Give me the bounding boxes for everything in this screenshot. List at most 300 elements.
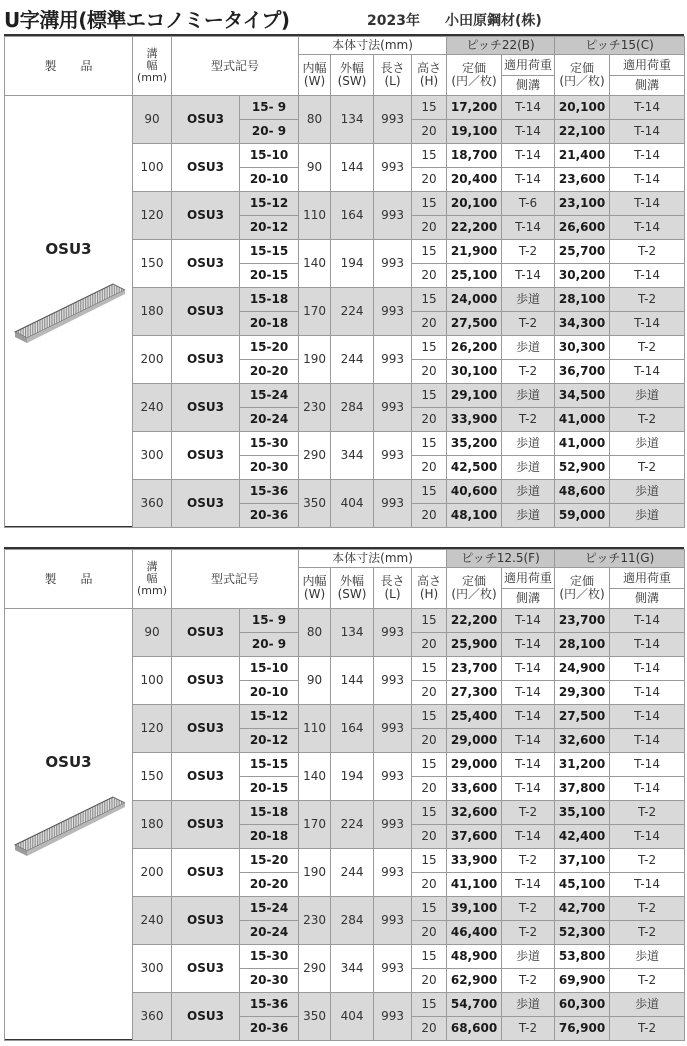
body-height: 20	[412, 969, 447, 993]
body-length: 993	[374, 192, 412, 240]
header-inner-width-label: 内幅	[302, 574, 327, 589]
load-a: T-14	[502, 168, 555, 192]
load-b: T-14	[610, 120, 685, 144]
load-b: 歩道	[610, 945, 685, 969]
body-height: 15	[412, 705, 447, 729]
header-pitch-a: ピッチ22(B)	[447, 37, 555, 55]
body-height: 15	[412, 240, 447, 264]
model-code: 15-18	[240, 801, 299, 825]
groove-width: 90	[133, 96, 172, 144]
load-a: T-6	[502, 192, 555, 216]
load-b: T-14	[610, 312, 685, 336]
header-height-symbol: (H)	[419, 74, 439, 88]
groove-width: 360	[133, 993, 172, 1041]
header-price-label: 定価	[570, 61, 595, 76]
groove-width: 180	[133, 801, 172, 849]
model-series: OSU3	[172, 609, 240, 657]
header-load-a	[502, 568, 555, 609]
price-a: 18,700	[447, 144, 502, 168]
model-series: OSU3	[172, 336, 240, 384]
load-a: 歩道	[502, 336, 555, 360]
header-price-b	[555, 568, 610, 609]
load-a: T-14	[502, 216, 555, 240]
price-b: 23,700	[555, 609, 610, 633]
price-a: 20,400	[447, 168, 502, 192]
header-load-b	[610, 55, 685, 96]
body-height: 20	[412, 777, 447, 801]
load-b: T-14	[610, 873, 685, 897]
inner-width: 110	[299, 705, 331, 753]
price-a: 27,300	[447, 681, 502, 705]
price-table-section-1	[4, 34, 684, 528]
body-height: 15	[412, 753, 447, 777]
model-series: OSU3	[172, 480, 240, 528]
price-b: 26,600	[555, 216, 610, 240]
header-length-symbol: (L)	[384, 74, 401, 88]
header-side-groove: 側溝	[516, 590, 541, 605]
header-price-label: 定価	[462, 574, 487, 589]
header-groove-width-label: 溝幅	[146, 47, 158, 72]
body-height: 15	[412, 849, 447, 873]
price-a: 54,700	[447, 993, 502, 1017]
price-b: 28,100	[555, 288, 610, 312]
load-a: T-14	[502, 753, 555, 777]
model-series: OSU3	[172, 993, 240, 1041]
groove-width: 150	[133, 753, 172, 801]
groove-width: 120	[133, 705, 172, 753]
price-b: 34,500	[555, 384, 610, 408]
load-a: T-2	[502, 849, 555, 873]
header-inner-width	[299, 568, 331, 609]
load-b: T-14	[610, 753, 685, 777]
grating-illustration	[13, 274, 125, 346]
model-series: OSU3	[172, 288, 240, 336]
product-name: OSU3	[45, 753, 92, 771]
load-a: T-2	[502, 969, 555, 993]
body-height: 20	[412, 264, 447, 288]
body-height: 20	[412, 456, 447, 480]
body-length: 993	[374, 480, 412, 528]
body-height: 20	[412, 360, 447, 384]
load-a: T-14	[502, 873, 555, 897]
header-load-label: 適用荷重	[502, 569, 554, 589]
product-cell	[5, 96, 133, 528]
price-b: 45,100	[555, 873, 610, 897]
load-a: 歩道	[502, 480, 555, 504]
groove-width: 200	[133, 849, 172, 897]
product-cell	[5, 609, 133, 1041]
grating-illustration	[13, 787, 125, 859]
price-a: 19,100	[447, 120, 502, 144]
header-product: 製 品	[5, 550, 133, 609]
header-pitch-a: ピッチ12.5(F)	[447, 550, 555, 568]
price-a: 33,600	[447, 777, 502, 801]
header-price-a	[447, 568, 502, 609]
load-a: T-14	[502, 729, 555, 753]
outer-width: 144	[331, 657, 374, 705]
load-b: T-14	[610, 705, 685, 729]
price-a: 30,100	[447, 360, 502, 384]
inner-width: 170	[299, 288, 331, 336]
body-length: 993	[374, 432, 412, 480]
body-height: 20	[412, 1017, 447, 1041]
price-b: 29,300	[555, 681, 610, 705]
model-series: OSU3	[172, 96, 240, 144]
inner-width: 90	[299, 657, 331, 705]
outer-width: 194	[331, 240, 374, 288]
load-a: T-14	[502, 825, 555, 849]
model-code: 20-10	[240, 681, 299, 705]
model-code: 20-24	[240, 921, 299, 945]
body-height: 15	[412, 801, 447, 825]
price-b: 69,900	[555, 969, 610, 993]
price-b: 24,900	[555, 657, 610, 681]
header-price-a	[447, 55, 502, 96]
model-code: 15-15	[240, 753, 299, 777]
body-length: 993	[374, 240, 412, 288]
header-height-symbol: (H)	[419, 587, 439, 601]
body-height: 15	[412, 384, 447, 408]
load-a: T-2	[502, 312, 555, 336]
price-a: 33,900	[447, 849, 502, 873]
header-inner-width-symbol: (W)	[303, 587, 326, 601]
model-series: OSU3	[172, 144, 240, 192]
load-b: T-2	[610, 408, 685, 432]
header-side-groove: 側溝	[635, 77, 660, 92]
load-b: T-14	[610, 633, 685, 657]
load-b: T-14	[610, 681, 685, 705]
price-a: 20,100	[447, 192, 502, 216]
outer-width: 224	[331, 288, 374, 336]
groove-width: 200	[133, 336, 172, 384]
price-b: 22,100	[555, 120, 610, 144]
groove-width: 300	[133, 945, 172, 993]
load-b: 歩道	[610, 480, 685, 504]
table-row	[5, 96, 685, 120]
load-a: T-14	[502, 705, 555, 729]
model-code: 20-18	[240, 825, 299, 849]
header-outer-width-label: 外幅	[340, 574, 365, 589]
header-height	[412, 568, 447, 609]
price-a: 27,500	[447, 312, 502, 336]
load-b: 歩道	[610, 384, 685, 408]
body-length: 993	[374, 993, 412, 1041]
header-load-label: 適用荷重	[502, 56, 554, 76]
header-price-label: 定価	[570, 574, 595, 589]
price-a: 32,600	[447, 801, 502, 825]
inner-width: 80	[299, 96, 331, 144]
header-height-label: 高さ	[417, 574, 442, 589]
grating-image	[13, 787, 125, 862]
header-outer-width-symbol: (SW)	[337, 587, 367, 601]
load-a: T-14	[502, 120, 555, 144]
outer-width: 404	[331, 993, 374, 1041]
body-height: 20	[412, 216, 447, 240]
header-groove-width-unit: (mm)	[136, 584, 167, 598]
header-price-unit: (円／枚)	[559, 74, 605, 88]
body-height: 20	[412, 825, 447, 849]
load-a: 歩道	[502, 288, 555, 312]
header-length-label: 長さ	[380, 61, 405, 76]
load-a: T-2	[502, 240, 555, 264]
inner-width: 90	[299, 144, 331, 192]
price-b: 23,600	[555, 168, 610, 192]
header-length	[374, 568, 412, 609]
load-a: T-14	[502, 144, 555, 168]
model-series: OSU3	[172, 753, 240, 801]
model-series: OSU3	[172, 849, 240, 897]
model-code: 20-24	[240, 408, 299, 432]
inner-width: 170	[299, 801, 331, 849]
header-height-label: 高さ	[417, 61, 442, 76]
body-height: 15	[412, 288, 447, 312]
model-series: OSU3	[172, 384, 240, 432]
load-b: T-14	[610, 168, 685, 192]
body-height: 20	[412, 120, 447, 144]
model-code: 15-12	[240, 705, 299, 729]
groove-width: 360	[133, 480, 172, 528]
model-code: 20-15	[240, 264, 299, 288]
groove-width: 180	[133, 288, 172, 336]
outer-width: 284	[331, 897, 374, 945]
header-price-unit: (円／枚)	[451, 587, 497, 601]
outer-width: 144	[331, 144, 374, 192]
body-length: 993	[374, 336, 412, 384]
load-a: T-14	[502, 264, 555, 288]
price-b: 59,000	[555, 504, 610, 528]
body-height: 20	[412, 681, 447, 705]
price-b: 53,800	[555, 945, 610, 969]
load-b: T-14	[610, 264, 685, 288]
body-height: 20	[412, 729, 447, 753]
model-code: 15-24	[240, 384, 299, 408]
price-year: 2023年	[367, 13, 420, 29]
price-b: 32,600	[555, 729, 610, 753]
load-b: T-2	[610, 240, 685, 264]
price-b: 76,900	[555, 1017, 610, 1041]
load-a: T-2	[502, 801, 555, 825]
load-a: T-14	[502, 96, 555, 120]
header-pitch-b: ピッチ15(C)	[555, 37, 685, 55]
model-series: OSU3	[172, 432, 240, 480]
header-model-code: 型式記号	[172, 37, 299, 96]
load-a: 歩道	[502, 432, 555, 456]
price-b: 31,200	[555, 753, 610, 777]
groove-width: 120	[133, 192, 172, 240]
load-b: T-2	[610, 801, 685, 825]
model-series: OSU3	[172, 705, 240, 753]
outer-width: 284	[331, 384, 374, 432]
load-b: T-2	[610, 921, 685, 945]
inner-width: 230	[299, 384, 331, 432]
outer-width: 134	[331, 96, 374, 144]
load-a: 歩道	[502, 384, 555, 408]
load-a: 歩道	[502, 945, 555, 969]
groove-width: 240	[133, 384, 172, 432]
price-b: 27,500	[555, 705, 610, 729]
header-inner-width	[299, 55, 331, 96]
price-a: 41,100	[447, 873, 502, 897]
model-series: OSU3	[172, 192, 240, 240]
load-a: T-2	[502, 1017, 555, 1041]
load-b: 歩道	[610, 432, 685, 456]
model-code: 15-36	[240, 993, 299, 1017]
inner-width: 190	[299, 336, 331, 384]
header-length	[374, 55, 412, 96]
price-a: 48,900	[447, 945, 502, 969]
load-a: T-14	[502, 657, 555, 681]
load-a: T-2	[502, 897, 555, 921]
header-pitch-b: ピッチ11(G)	[555, 550, 685, 568]
model-code: 20-12	[240, 729, 299, 753]
body-length: 993	[374, 753, 412, 801]
model-code: 15-30	[240, 432, 299, 456]
load-a: 歩道	[502, 456, 555, 480]
body-height: 15	[412, 993, 447, 1017]
load-b: T-2	[610, 1017, 685, 1041]
groove-width: 100	[133, 144, 172, 192]
header-groove-width	[133, 550, 172, 609]
header-length-symbol: (L)	[384, 587, 401, 601]
body-height: 15	[412, 144, 447, 168]
header-price-unit: (円／枚)	[451, 74, 497, 88]
price-b: 21,400	[555, 144, 610, 168]
price-b: 52,900	[555, 456, 610, 480]
model-code: 15-10	[240, 144, 299, 168]
price-a: 39,100	[447, 897, 502, 921]
model-code: 15-18	[240, 288, 299, 312]
load-b: T-14	[610, 216, 685, 240]
inner-width: 230	[299, 897, 331, 945]
body-height: 15	[412, 657, 447, 681]
price-a: 40,600	[447, 480, 502, 504]
load-b: 歩道	[610, 504, 685, 528]
header-side-groove: 側溝	[635, 590, 660, 605]
model-code: 15-24	[240, 897, 299, 921]
load-b: T-2	[610, 336, 685, 360]
price-b: 30,200	[555, 264, 610, 288]
price-a: 35,200	[447, 432, 502, 456]
price-a: 22,200	[447, 216, 502, 240]
product-name: OSU3	[45, 240, 92, 258]
inner-width: 140	[299, 753, 331, 801]
page-header	[0, 0, 687, 34]
load-b: T-14	[610, 825, 685, 849]
table-row	[5, 609, 685, 633]
price-a: 23,700	[447, 657, 502, 681]
price-table	[4, 36, 685, 528]
model-code: 15- 9	[240, 609, 299, 633]
price-a: 42,500	[447, 456, 502, 480]
price-b: 34,300	[555, 312, 610, 336]
load-a: T-2	[502, 408, 555, 432]
header-outer-width	[331, 568, 374, 609]
outer-width: 404	[331, 480, 374, 528]
price-a: 33,900	[447, 408, 502, 432]
body-height: 15	[412, 432, 447, 456]
header-load-b	[610, 568, 685, 609]
price-table	[4, 549, 685, 1041]
outer-width: 164	[331, 192, 374, 240]
inner-width: 350	[299, 480, 331, 528]
header-length-label: 長さ	[380, 574, 405, 589]
model-series: OSU3	[172, 240, 240, 288]
outer-width: 134	[331, 609, 374, 657]
load-a: T-14	[502, 633, 555, 657]
model-code: 20-30	[240, 456, 299, 480]
price-b: 25,700	[555, 240, 610, 264]
header-groove-width	[133, 37, 172, 96]
load-b: T-2	[610, 288, 685, 312]
load-a: T-14	[502, 777, 555, 801]
body-length: 993	[374, 849, 412, 897]
load-b: T-2	[610, 849, 685, 873]
header-outer-width	[331, 55, 374, 96]
outer-width: 224	[331, 801, 374, 849]
price-b: 42,400	[555, 825, 610, 849]
body-height: 15	[412, 897, 447, 921]
header-body-dims: 本体寸法(mm)	[299, 550, 447, 568]
model-code: 20-20	[240, 873, 299, 897]
price-a: 26,200	[447, 336, 502, 360]
model-series: OSU3	[172, 801, 240, 849]
model-code: 20-30	[240, 969, 299, 993]
outer-width: 244	[331, 336, 374, 384]
header-load-label: 適用荷重	[610, 56, 684, 76]
outer-width: 194	[331, 753, 374, 801]
groove-width: 300	[133, 432, 172, 480]
price-b: 20,100	[555, 96, 610, 120]
groove-width: 100	[133, 657, 172, 705]
price-a: 46,400	[447, 921, 502, 945]
header-product: 製 品	[5, 37, 133, 96]
load-a: T-2	[502, 360, 555, 384]
model-code: 15-15	[240, 240, 299, 264]
body-length: 993	[374, 705, 412, 753]
body-height: 20	[412, 504, 447, 528]
header-price-unit: (円／枚)	[559, 587, 605, 601]
body-length: 993	[374, 945, 412, 993]
body-height: 20	[412, 408, 447, 432]
model-code: 20-20	[240, 360, 299, 384]
price-a: 62,900	[447, 969, 502, 993]
model-code: 15-20	[240, 336, 299, 360]
price-a: 22,200	[447, 609, 502, 633]
header-price-b	[555, 55, 610, 96]
inner-width: 140	[299, 240, 331, 288]
load-b: T-14	[610, 144, 685, 168]
price-b: 52,300	[555, 921, 610, 945]
load-b: T-2	[610, 897, 685, 921]
header-side-groove: 側溝	[516, 77, 541, 92]
model-code: 15-36	[240, 480, 299, 504]
load-a: T-14	[502, 609, 555, 633]
header-inner-width-label: 内幅	[302, 61, 327, 76]
price-b: 42,700	[555, 897, 610, 921]
outer-width: 344	[331, 945, 374, 993]
price-b: 48,600	[555, 480, 610, 504]
header-inner-width-symbol: (W)	[303, 74, 326, 88]
price-a: 21,900	[447, 240, 502, 264]
model-code: 15-12	[240, 192, 299, 216]
price-b: 36,700	[555, 360, 610, 384]
header-load-label: 適用荷重	[610, 569, 684, 589]
outer-width: 164	[331, 705, 374, 753]
price-b: 28,100	[555, 633, 610, 657]
load-b: T-14	[610, 192, 685, 216]
price-a: 25,900	[447, 633, 502, 657]
body-height: 20	[412, 921, 447, 945]
